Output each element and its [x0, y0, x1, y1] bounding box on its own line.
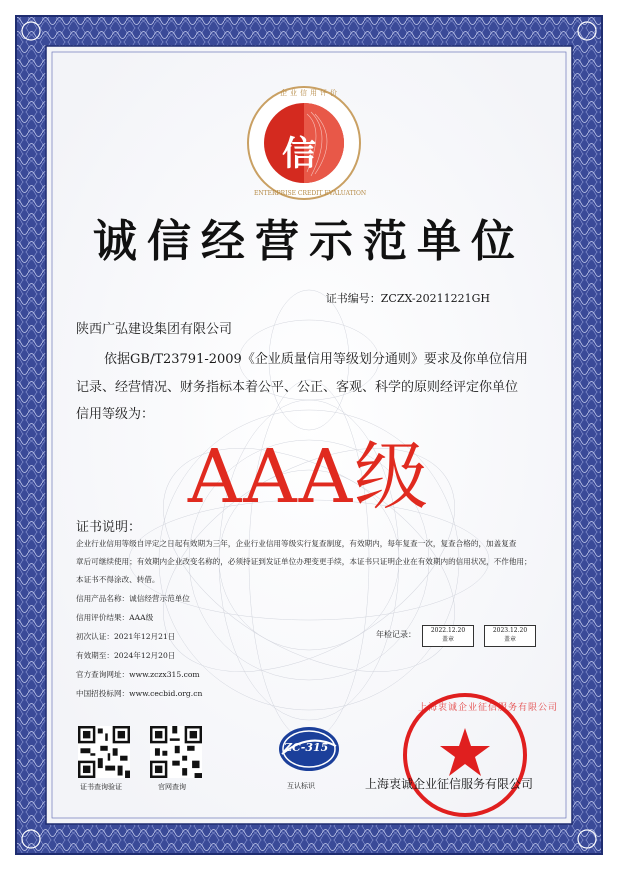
notes-line-2: 章后可继续使用；有效期内企业改变名称的，必须持证到发证单位办理变更手续，本证书只证明企业在有效期内的信用状况，不作他用； [76, 557, 532, 566]
info-official-site: 官方查询网址：www.zczx315.com [76, 670, 200, 679]
annual-review-stamp-2: 盖章 [503, 636, 516, 643]
annual-review-stamp-1: 盖章 [441, 636, 454, 643]
body-line-2: 记录、经营情况、财务指标本着公平、公正、客观、科学的原则经评定你单位 [76, 380, 519, 395]
info-bidding-site: 中国招投标网：www.cecbid.org.cn [76, 689, 203, 698]
qr-label-verify: 证书查询验证 [80, 783, 122, 791]
annual-review-box-2 [484, 625, 536, 647]
logo-center-glyph: 信 [282, 134, 316, 174]
info-valid-until: 有效期至：2024年12月20日 [76, 651, 176, 660]
annual-review-box-1 [422, 625, 474, 647]
annual-review-date-1: 2022.12.20 [430, 627, 466, 634]
logo-bottom-text: ENTERPRISE CREDIT EVALUATION [254, 190, 367, 197]
notes-title: 证书说明： [76, 520, 142, 535]
annual-review-label: 年检记录： [376, 630, 416, 639]
qr-code-website[interactable] [150, 726, 202, 778]
notes-line-1: 企业行业信用等级自评定之日起有效期为三年，企业行业信用等级实行复查制度，有效期内，每年复查一次，复查合格的，加盖复查 [76, 539, 517, 548]
mutual-logo-text: ZC-315 [284, 741, 329, 754]
certificate-number: 证书编号：ZCZX-20211221GH [325, 292, 490, 305]
info-result: 信用评价结果：AAA级 [76, 613, 154, 622]
seal-text: 上海衷诚企业征信服务有限公司 [418, 703, 559, 713]
qr-label-website: 官网查询 [158, 783, 186, 791]
qr-code-verify[interactable] [78, 726, 130, 778]
issuer-name: 上海衷诚企业征信服务有限公司 [365, 777, 534, 791]
company-name: 陕西广弘建设集团有限公司 [76, 322, 233, 337]
mutual-recognition-label: 互认标识 [287, 782, 315, 790]
annual-review-date-2: 2023.12.20 [492, 627, 528, 634]
credit-grade: AAA级 [187, 434, 431, 520]
body-line-1: 依据GB/T23791-2009《企业质量信用等级划分通则》要求及你单位信用 [104, 352, 528, 367]
certificate-title: 诚信经营示范单位 [93, 216, 525, 267]
info-first-cert: 初次认证：2021年12月21日 [76, 632, 176, 641]
notes-line-3: 本证书不得涂改、转借。 [76, 575, 160, 584]
body-line-3: 信用等级为： [76, 407, 155, 422]
logo-top-text: 企业信用评价 [280, 89, 340, 97]
info-product: 信用产品名称：诚信经营示范单位 [76, 594, 190, 603]
